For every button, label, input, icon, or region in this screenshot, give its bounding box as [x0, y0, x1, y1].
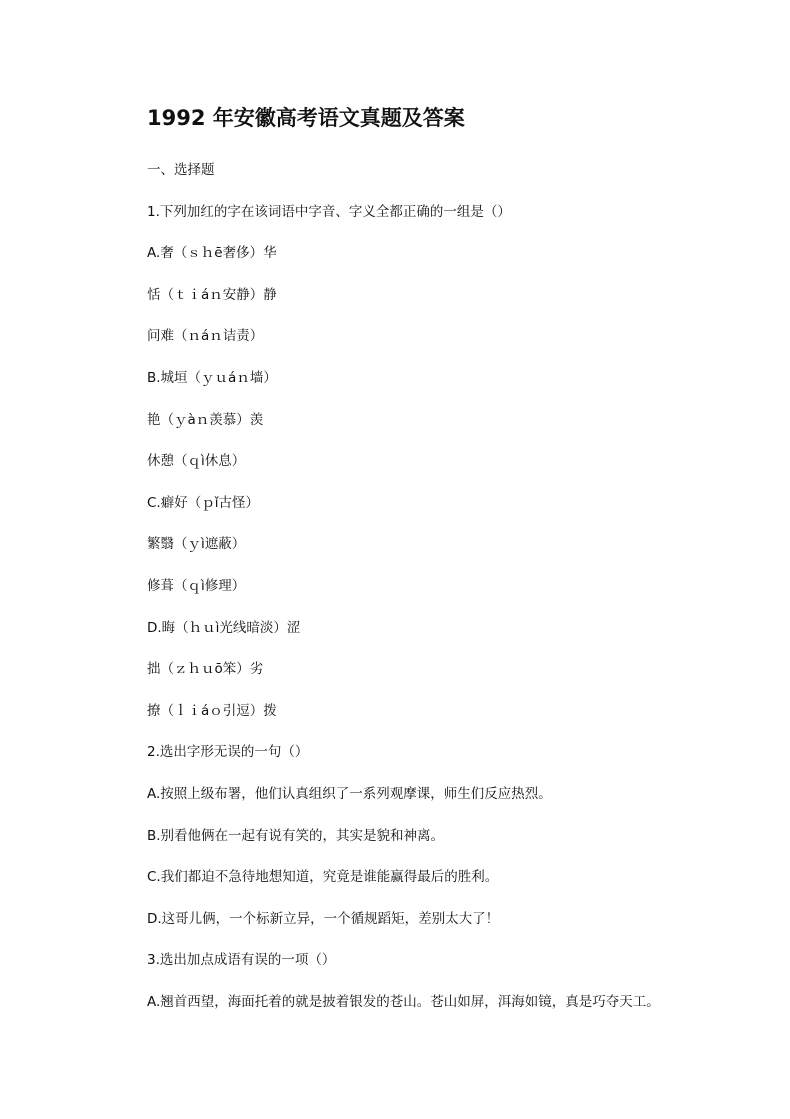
document-title: 1992 年安徽高考语文真题及答案 [147, 106, 465, 130]
question-1-option-a-line-1: A.奢（ｓｈē奢侈）华 [147, 245, 277, 261]
question-1-option-d-line-1: D.晦（ｈｕì光线暗淡）涩 [147, 620, 301, 636]
question-2-option-c: C.我们都迫不急待地想知道，究竟是谁能赢得最后的胜利。 [147, 869, 499, 885]
question-1-option-b-line-2: 艳（ｙàｎ羡慕）羡 [147, 412, 264, 428]
question-2-option-a: A.按照上级布署，他们认真组织了一系列观摩课，师生们反应热烈。 [147, 786, 552, 802]
question-1-option-d-line-2: 拙（ｚｈｕō笨）劣 [147, 661, 264, 677]
question-1-option-b-line-1: B.城垣（ｙｕáｎ墙） [147, 370, 277, 386]
question-3-stem: 3.选出加点成语有误的一项（） [147, 952, 336, 968]
question-2-option-d: D.这哥儿俩，一个标新立异，一个循规蹈矩，差别太大了！ [147, 911, 500, 927]
question-1-option-c-line-2: 繁翳（ｙì遮蔽） [147, 536, 246, 552]
question-1-option-a-line-3: 问难（ｎáｎ诘责） [147, 328, 264, 344]
question-1-stem: 1.下列加红的字在该词语中字音、字义全都正确的一组是（） [147, 204, 511, 220]
question-1-option-d-line-3: 撩（ｌｉáｏ引逗）拨 [147, 703, 277, 719]
question-1-option-c-line-1: C.癖好（ｐǐ古怪） [147, 495, 259, 511]
question-1-option-a-line-2: 恬（ｔｉáｎ安静）静 [147, 287, 277, 303]
question-2-stem: 2.选出字形无误的一句（） [147, 744, 309, 760]
question-3-option-a: A.翘首西望，海面托着的就是披着银发的苍山。苍山如屏，洱海如镜，真是巧夺天工。 [147, 994, 660, 1010]
question-1-option-b-line-3: 休憩（ｑì休息） [147, 453, 246, 469]
question-1-option-c-line-3: 修葺（ｑì修理） [147, 578, 246, 594]
question-2-option-b: B.别看他俩在一起有说有笑的，其实是貌和神离。 [147, 828, 445, 844]
section-heading: 一、选择题 [147, 162, 215, 178]
